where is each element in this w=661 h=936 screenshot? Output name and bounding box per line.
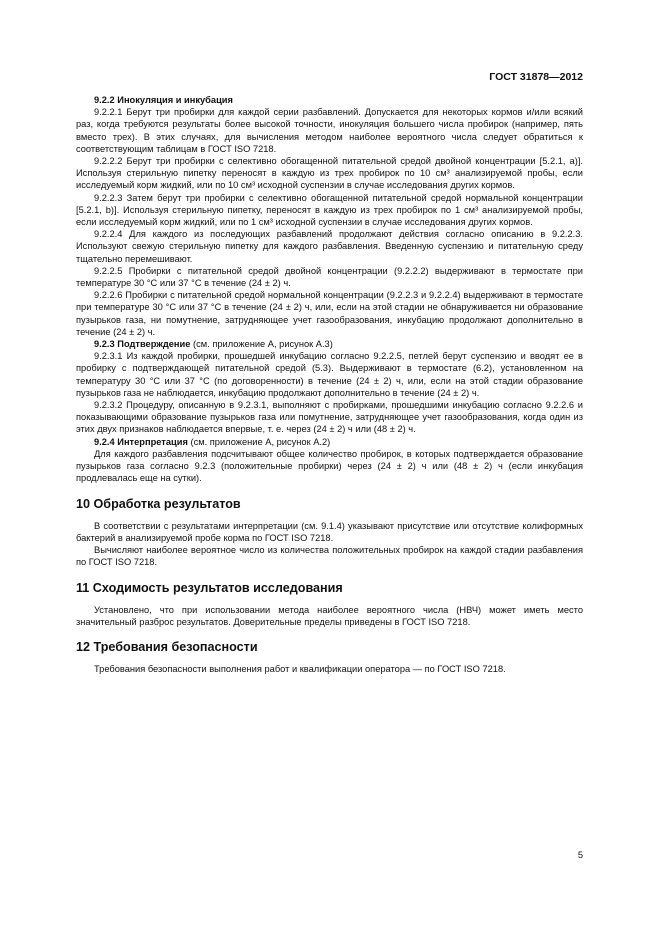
paragraph-12: Требования безопасности выполнения работ и квалификации оператора — по ГОСТ ISO 7218. xyxy=(94,664,506,675)
paragraph-11: Установлено, что при использовании метода наиболее вероятного числа (НВЧ) может иметь место значительный разброс результатов. Доверительные пределы приведены в ГОСТ ISO 7218. xyxy=(76,604,583,627)
paragraph-9-2-2-6: 9.2.2.6 Пробирки с питательной средой нормальной концентрации (9.2.2.3 и 9.2.2.4) выдерживают в термостате при температуре 30 °С или 37 °С в течение (24 ± 2) ч, или, если на этой стадии не обнаруживается ни образование пузырьков газа, ни помутнение, затрудняющее учет газообразования, инкубацию продолжают дополнительно в течение (24 ± 2) ч. xyxy=(76,290,583,337)
subsection-ref-9-2-3: (см. приложение А, рисунок А.3) xyxy=(190,339,333,350)
subsection-title-9-2-3: 9.2.3 Подтверждение xyxy=(94,339,191,350)
paragraph-9-2-4: Для каждого разбавления подсчитывают общее количество пробирок, в которых подтверждается образование пузырьков газа согласно 9.2.3 (положительные пробирки) через (24 ± 2) ч или (48 ± 2) ч (если инкубация продлевалась еще на сутки). xyxy=(76,448,583,484)
page-number: 5 xyxy=(577,850,583,860)
document-body xyxy=(76,94,583,676)
paragraph-9-2-3-1: 9.2.3.1 Из каждой пробирки, прошедшей инкубацию согласно 9.2.2.5, петлей берут суспензию и вводят ее в пробирку с подтверждающей питательной средой (5.3). Выдерживают в термостате (6.2), установленном на температуру 30 °С или 37 °С (по договоренности) в течение (24 ± 2) ч, или, если на этой стадии образование пузырьков газа не наблюдается, инкубацию продолжают дополнительно в течение (24 ± 2) ч. xyxy=(76,351,583,398)
paragraph-9-2-2-5: 9.2.2.5 Пробирки с питательной средой двойной концентрации (9.2.2.2) выдерживают в термостате при температуре 30 °С или 37 °С в течение (24 ± 2) ч. xyxy=(76,265,583,289)
paragraph-9-2-2-2: 9.2.2.2 Берут три пробирки с селективно обогащенной питательной средой двойной концентрации [5.2.1, а)]. Используя стерильную пипетку переносят в каждую из трех пробирок по 10 см³ анализируемой пробы, если исследуемый корм жидкий, или по 10 см³ исходной суспензии в случае исследования других кормов. xyxy=(76,156,583,191)
subsection-title-9-2-4: 9.2.4 Интерпретация xyxy=(94,436,188,447)
subsection-9-2-3 xyxy=(76,338,583,350)
section-heading-10: 10 Обработка результатов xyxy=(76,496,241,511)
section-heading-11: 11 Сходимость результатов исследования xyxy=(76,580,343,595)
section-heading-12: 12 Требования безопасности xyxy=(76,640,258,655)
document-code-header: ГОСТ 31878—2012 xyxy=(489,71,583,83)
paragraph-10-b: Вычисляют наиболее вероятное число из количества положительных пробирок на каждой стадии разбавления по ГОСТ ISO 7218. xyxy=(76,545,583,568)
paragraph-9-2-2-4: 9.2.2.4 Для каждого из последующих разбавлений продолжают действия согласно описанию в 9.2.2.3. Используют свежую стерильную пипетку для каждого разбавления. Введенную суспензию и питательную среду тщательно перемешивают. xyxy=(76,229,583,264)
subsection-title-9-2-2: 9.2.2 Инокуляция и инкубация xyxy=(94,95,233,105)
subsection-9-2-4 xyxy=(76,436,583,448)
paragraph-9-2-3-2: 9.2.3.2 Процедуру, описанную в 9.2.3.1, выполняют с пробирками, прошедшими инкубацию согласно 9.2.2.6 и показывающими образование пузырьков газа или помутнение, затрудняющее учет газообразования, когда один из этих двух признаков наблюдается впервые, т. е. через (24 ± 2) ч или (48 ± 2) ч. xyxy=(76,400,583,435)
paragraph-9-2-2-3: 9.2.2.3 Затем берут три пробирки с селективно обогащенной питательной средой нормальной концентрации [5.2.1, b)]. Используя стерильную пипетку, переносят в каждую из трех пробирок по 1 см³ анализируемой пробы, если исследуемый корм жидкий, или по 1 см³ исходной суспензии в случае исследования других кормов. xyxy=(76,192,583,228)
subsection-ref-9-2-4: (см. приложение А, рисунок А.2) xyxy=(187,436,331,447)
paragraph-9-2-2-1: 9.2.2.1 Берут три пробирки для каждой серии разбавлений. Допускается для некоторых кормов и/или всякий раз, когда требуются результаты более высокой точности, инокуляция большего числа пробирок (например, пять вместо трех). В этих случаях, для вычисления методом наиболее вероятного числа следует обратиться к соответствующим таблицам в ГОСТ ISO 7218. xyxy=(76,107,583,154)
paragraph-10-a: В соответствии с результатами интерпретации (см. 9.1.4) указывают присутствие или отсутствие колиформных бактерий в анализируемой пробе корма по ГОСТ ISO 7218. xyxy=(76,520,583,543)
